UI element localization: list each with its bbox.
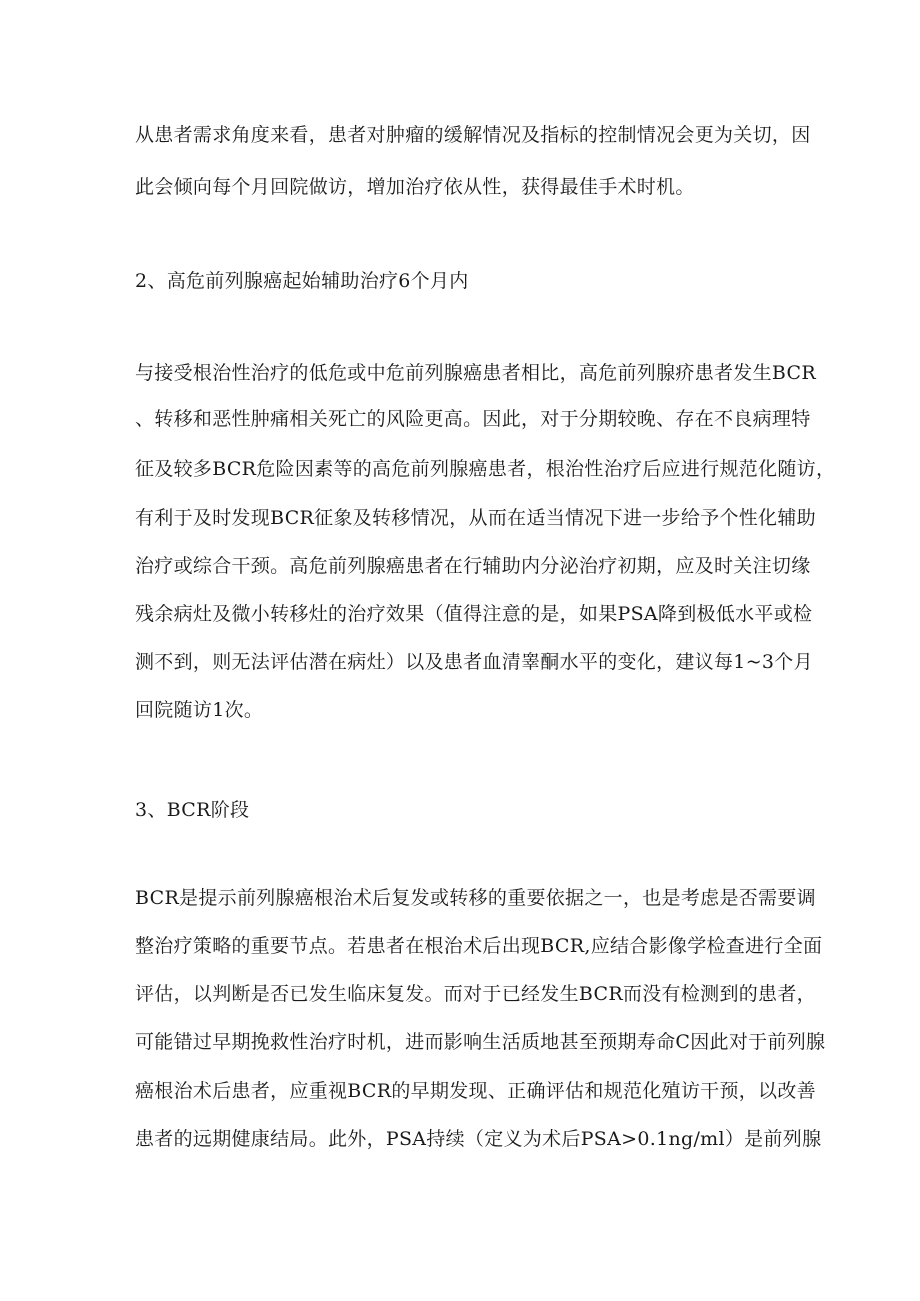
paragraph-2-line-6: 残余病灶及微小转移灶的治疗效果（值得注意的是，如果PSA降到极低水平或检 — [135, 603, 813, 625]
paragraph-3-line-5: 癌根治术后患者，应重视BCR的早期发现、正确评估和规范化殖访干预，以改善 — [135, 1080, 816, 1102]
paragraph-1-line-1: 从患者需求角度来看，患者对肿瘤的缓解情况及指标的控制情况会更为关切，因 — [135, 124, 811, 146]
section-heading-3: 3、BCR阶段 — [135, 799, 250, 821]
paragraph-2-line-8: 回院随访1次。 — [135, 699, 264, 721]
paragraph-2-line-7: 测不到，则无法评估潜在病灶）以及患者血清睾酮水平的变化，建议每1~3个月 — [135, 651, 813, 673]
paragraph-3-line-2: 整治疗策略的重要节点。若患者在根治术后出现BCR,应结合影像学检查进行全面 — [135, 935, 823, 957]
paragraph-3-line-3: 评估，以判断是否已发生临床复发。而对于已经发生BCR而没有检测到的患者， — [135, 983, 816, 1005]
paragraph-2-line-2: 、转移和恶性肿痛相关死亡的风险更高。因此，对于分期较晚、存在不良病理特 — [135, 408, 811, 430]
paragraph-2-line-3: 征及较多BCR危险因素等的高危前列腺癌患者，根治性治疗后应进行规范化随访， — [135, 458, 836, 480]
paragraph-2-line-1: 与接受根治性治疗的低危或中危前列腺癌患者相比，高危前列腺疥患者发生BCR — [135, 362, 816, 384]
paragraph-3-line-6: 患者的远期健康结局。此外，PSA持续（定义为术后PSA>0.1ng/ml）是前列腺 — [135, 1128, 822, 1150]
paragraph-3-line-1: BCR是提示前列腺癌根治术后复发或转移的重要依据之一，也是考虑是否需要调 — [135, 887, 816, 909]
paragraph-2-line-5: 治疗或综合干颈。高危前列腺癌患者在行辅助内分泌治疗初期，应及时关注切缘 — [135, 555, 811, 577]
paragraph-3-line-4: 可能错过早期挽救性治疗时机，进而影响生活质地甚至预期寿命C因此对于前列腺 — [135, 1031, 826, 1053]
paragraph-1-line-2: 此会倾向每个月回院做访，增加治疗依从性，获得最佳手术时机。 — [135, 176, 695, 198]
section-heading-2: 2、高危前列腺癌起始辅助治疗6个月内 — [135, 270, 469, 292]
paragraph-2-line-4: 有利于及时发现BCR征象及转移情况，从而在适当情况下进一步给予个性化辅助 — [135, 507, 816, 529]
